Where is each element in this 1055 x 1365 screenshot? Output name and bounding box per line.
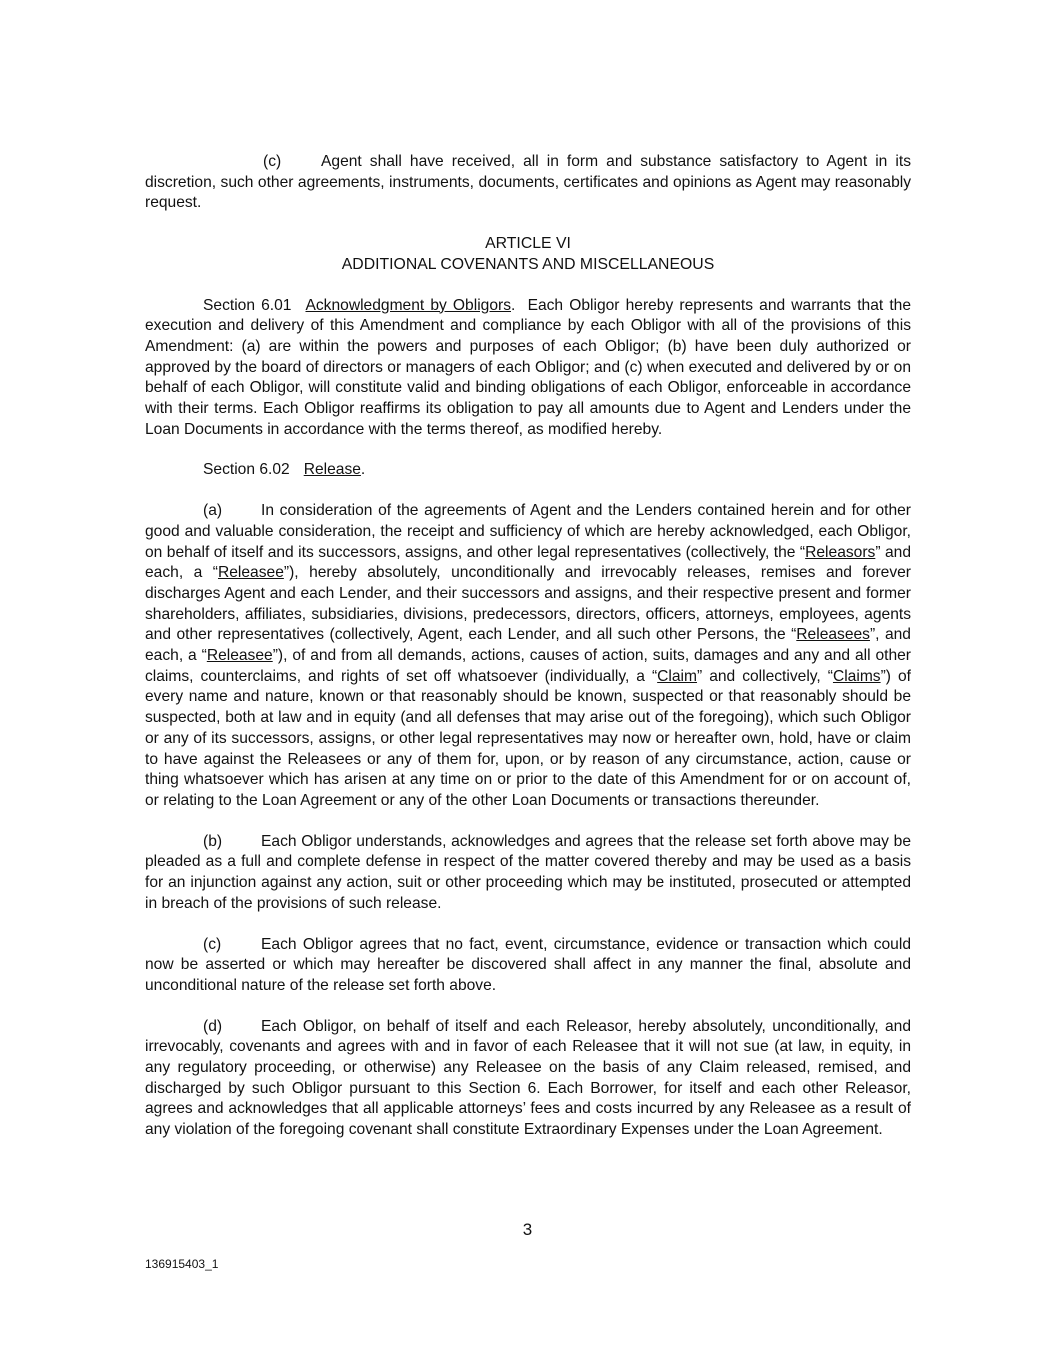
paragraph-c-conditions (145, 152, 911, 214)
section-label: Section 6.02 (203, 461, 290, 479)
document-id: 136915403_1 (145, 1257, 219, 1271)
article-number: ARTICLE VI (485, 235, 571, 253)
defined-term: Releasee (206, 647, 273, 665)
defined-term: Releasee (217, 564, 284, 582)
paragraph-text: ” and collectively, “ (697, 667, 833, 685)
paragraph-text: Agent shall have received, all in form and substance satisfactory to Agent in its discretion, such other agreements, instruments, documents, certificates and opinions as Agent may reasonably request. (145, 153, 911, 212)
section-heading: Acknowledgment by Obligors (305, 296, 511, 314)
page-number: 3 (522, 1220, 533, 1239)
paragraph-label: (a) (203, 502, 223, 520)
paragraph-text: In consideration of the agreements of Agent and the Lenders contained herein and for other good and valuable consideration, the receipt and sufficiency of which are hereby acknowledged, each Obligor, on behalf of itself and its successors, assigns, and other legal representatives (collectively, the “ (145, 502, 911, 561)
defined-term: Claim (657, 667, 698, 685)
paragraph-text: ” and each, a “ (145, 543, 911, 582)
defined-term: Releasors (805, 543, 876, 561)
section-6-01: Section 6.01 Acknowledgment by Obligors. Each Obligor hereby represents and warrants that the execution and delivery of this Amendment and compliance by each Obligor with all of the provisions of this Amendment: (a) are within the powers and purposes of each Obligor; (b) have been duly authorized or approved by the board of directors or managers of each Obligor; and (c) when executed and delivered by or on behalf of each Obligor, will constitute valid and binding obligations of each Obligor, enforceable in accordance with their terms. Each Obligor reaffirms its obligation to pay all amounts due to Agent and Lenders under the Loan Documents in accordance with the terms thereof, as modified hereby. (145, 296, 912, 438)
paragraph-label: (c) (263, 153, 282, 170)
paragraph-text: ”), of and from all demands, actions, causes of action, suits, damages and any and all other claims, counterclaims, and rights of set off whatsoever (individually, a “ (145, 647, 911, 685)
paragraph-text: Each Obligor agrees that no fact, event, circumstance, evidence or transaction which could now be asserted or which may hereafter be discovered shall affect in any manner the final, absolute and unconditional nature of the release set forth above. (145, 935, 911, 994)
paragraph-label: (b) (203, 832, 223, 850)
article-title: ADDITIONAL COVENANTS AND MISCELLANEOUS (341, 255, 715, 273)
paragraph-text: Each Obligor understands, acknowledges and agrees that the release set forth above may be pleaded as a full and complete defense in respect of the matter covered thereby and may be used as a basis for an injunction against any action, suit or other proceeding which may be instituted, prosecuted or attempted in breach of the provisions of such release. (145, 832, 911, 912)
release-paragraph-d (145, 1017, 911, 1141)
section-heading: Release (303, 461, 361, 479)
document-page (145, 152, 911, 1141)
paragraph-label: (d) (203, 1017, 223, 1035)
release-paragraph-a (145, 501, 911, 812)
section-6-02: Section 6.02 Release. (203, 461, 366, 479)
defined-term: Claims (832, 667, 881, 685)
section-text: Each Obligor hereby represents and warrants that the execution and delivery of this Amendment and compliance by each Obligor with all of the provisions of this Amendment: (a) are within the powers and purposes of each Obligor; (b) have been duly authorized or approved by the board of directors or managers of each Obligor; and (c) when executed and delivered by or on behalf of each Obligor, will constitute valid and binding obligations of each Obligor, enforceable in accordance with their terms. Each Obligor reaffirms its obligation to pay all amounts due to Agent and Lenders under the Loan Documents in accordance with the terms thereof, as modified hereby. (145, 296, 912, 438)
paragraph-text: ”, and each, a “ (145, 626, 911, 665)
paragraph-text: ”), hereby absolutely, unconditionally and irrevocably releases, remises and forever discharges Agent and each Lender, and their successors and assigns, and their respective present and former shareholders, affiliates, subsidiaries, divisions, predecessors, directors, officers, attorneys, employees, agents and other representatives (collectively, Agent, each Lender, and all such other Persons, the “ (145, 564, 911, 644)
release-paragraph-c (145, 935, 911, 997)
paragraph-text: ”) of every name and nature, known or that reasonably should be known, suspected or that reasonably should be suspected, both at law and in equity (and all defenses that may arise out of the foregoing), which such Obligor or any of its successors, assigns, or other legal representatives may now or hereafter own, hold, have or claim to have against the Releasees or any of them for, upon, or by reason of any circumstance, action, cause or thing whatsoever which has arisen at any time on or prior to the date of this Amendment for or on account of, or relating to the Loan Agreement or any of the other Loan Documents or transactions thereunder. (145, 667, 911, 809)
defined-term: Releasees (796, 626, 870, 644)
release-paragraph-b (145, 832, 911, 915)
paragraph-text: Each Obligor, on behalf of itself and each Releasor, hereby absolutely, unconditionally, and irrevocably, covenants and agrees with and in favor of each Releasee that it will not sue (at law, in equity, in any regulatory proceeding, or otherwise) any Releasee on the basis of any Claim released, remised, and discharged by such Obligor pursuant to this Section 6. Each Borrower, for itself and each other Releasor, agrees and acknowledges that all applicable attorneys’ fees and costs incurred by any Releasee as a result of any violation of the foregoing covenant shall constitute Extraordinary Expenses under the Loan Agreement. (145, 1017, 911, 1139)
section-label: Section 6.01 (203, 296, 292, 314)
paragraph-label: (c) (203, 935, 222, 953)
